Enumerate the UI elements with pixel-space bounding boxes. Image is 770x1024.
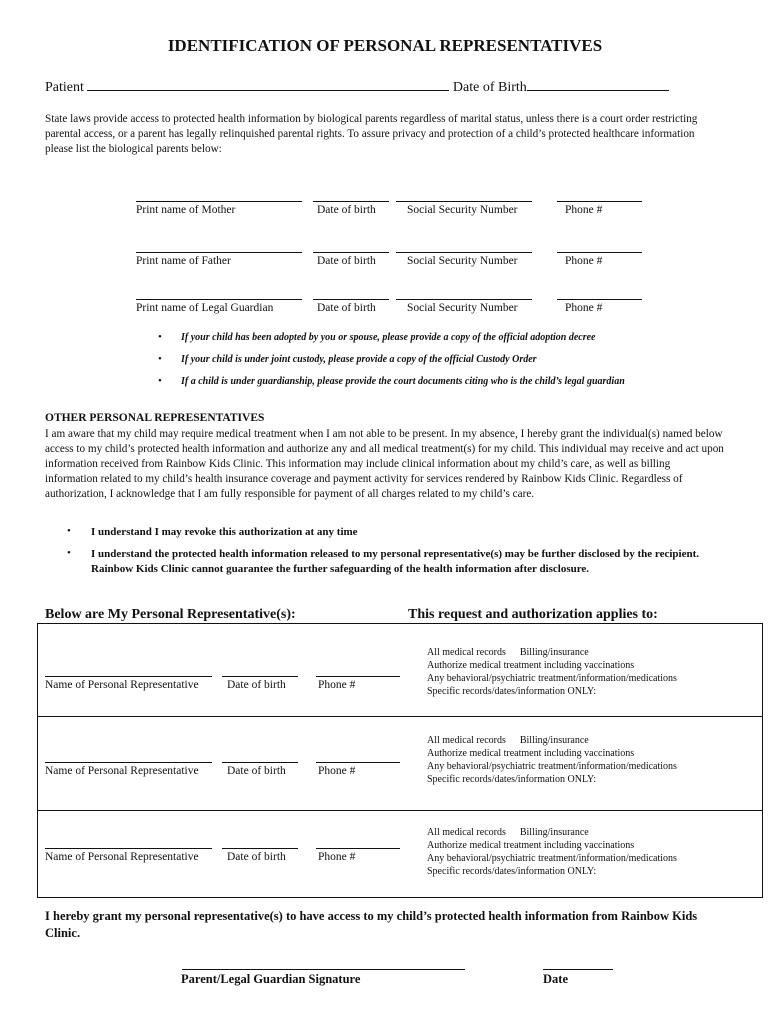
bullet-icon: • (158, 331, 162, 343)
father-dob-label: Date of birth (317, 255, 376, 267)
grant-statement: I hereby grant my personal representative(s) to have access to my child’s protected health information from Rainbow Kids Clinic. (45, 909, 698, 940)
mother-phone-label: Phone # (565, 204, 603, 216)
rep3-name-field[interactable] (45, 848, 212, 849)
mother-name-label: Print name of Mother (136, 204, 236, 216)
father-name-label: Print name of Father (136, 255, 231, 267)
rep3-dob-field[interactable] (222, 848, 298, 849)
row-divider (37, 810, 763, 811)
option-billing[interactable]: Billing/insurance (519, 827, 589, 838)
guardian-ssn-field[interactable] (396, 299, 532, 300)
option-specific[interactable]: Specific records/dates/information ONLY: (427, 686, 597, 697)
rep2-name-label: Name of Personal Representative (45, 765, 199, 777)
rep1-dob-label: Date of birth (227, 679, 286, 691)
note-adoption: If your child has been adopted by you or spouse, please provide a copy of the official adoption decree (181, 332, 596, 343)
option-billing[interactable]: Billing/insurance (519, 735, 589, 746)
option-billing[interactable]: Billing/insurance (519, 647, 589, 658)
rep1-phone-label: Phone # (318, 679, 356, 691)
option-behavioral[interactable]: Any behavioral/psychiatric treatment/information/medications (427, 673, 677, 684)
signature-label: Parent/Legal Guardian Signature (181, 972, 361, 986)
option-treatment[interactable]: Authorize medical treatment including vaccinations (427, 660, 635, 671)
guardian-name-field[interactable] (136, 299, 302, 300)
father-phone-label: Phone # (565, 255, 603, 267)
patient-row (45, 77, 669, 96)
signature-field[interactable] (182, 969, 465, 970)
bullet-icon: • (67, 547, 71, 559)
rep3-options (427, 826, 677, 878)
guardian-phone-label: Phone # (565, 302, 603, 314)
applies-heading: This request and authorization applies to: (408, 607, 658, 622)
option-treatment[interactable]: Authorize medical treatment including vaccinations (427, 840, 635, 851)
bullet-icon: • (67, 525, 71, 537)
page-title: IDENTIFICATION OF PERSONAL REPRESENTATIVES (167, 36, 603, 55)
father-name-field[interactable] (136, 252, 302, 253)
patient-label: Patient (45, 80, 84, 95)
rep1-phone-field[interactable] (316, 676, 400, 677)
mother-phone-field[interactable] (557, 201, 642, 202)
guardian-name-label: Print name of Legal Guardian (136, 302, 274, 314)
signature-date-label: Date (543, 972, 568, 986)
intro-paragraph: State laws provide access to protected health information by biological parents regardless of marital status, unless there is a court order restricting parental access, or a parent has legally relinquished parental rights. To assure privacy and protection of a child’s protected healthcare information please list the biological parents below: (45, 113, 698, 155)
option-all-records[interactable]: All medical records (427, 735, 506, 746)
father-phone-field[interactable] (557, 252, 642, 253)
note-custody: If your child is under joint custody, please provide a copy of the official Custody Order (181, 354, 537, 365)
rep2-phone-label: Phone # (318, 765, 356, 777)
guardian-phone-field[interactable] (557, 299, 642, 300)
other-representatives-paragraph: I am aware that my child may require medical treatment when I am not able to be present. In my absence, I hereby grant the individual(s) named below access to my child’s protected health information and authorize any and all medical treatment(s) for my child. This individual may receive and act upon information received from Rainbow Kids Clinic. This information may include clinical information about my child’s care, as well as billing information related to my child’s health insurance coverage and payment activity for services rendered by Rainbow Kids Clinic. Regardless of authorization, I acknowledge that I am fully responsible for payment of all charges related to my child’s care. (45, 428, 724, 500)
rep3-phone-label: Phone # (318, 851, 356, 863)
rep1-name-label: Name of Personal Representative (45, 679, 199, 691)
ack-disclosure: I understand the protected health information released to my personal representative(s) may be further disclosed by the recipient. Rainbow Kids Clinic cannot guarantee the further safeguarding of the health information after disclosure. (91, 548, 700, 575)
rep2-dob-field[interactable] (222, 762, 298, 763)
rep1-options (427, 646, 677, 698)
option-treatment[interactable]: Authorize medical treatment including vaccinations (427, 748, 635, 759)
patient-field[interactable] (87, 77, 449, 91)
bullet-icon: • (158, 353, 162, 365)
rep1-dob-field[interactable] (222, 676, 298, 677)
dob-label: Date of Birth (452, 80, 527, 95)
guardian-dob-label: Date of birth (317, 302, 376, 314)
father-dob-field[interactable] (313, 252, 389, 253)
rep1-name-field[interactable] (45, 676, 212, 677)
rep2-name-field[interactable] (45, 762, 212, 763)
guardian-ssn-label: Social Security Number (407, 302, 518, 314)
mother-ssn-label: Social Security Number (407, 204, 518, 216)
rep3-dob-label: Date of birth (227, 851, 286, 863)
dob-field[interactable] (527, 77, 669, 91)
option-behavioral[interactable]: Any behavioral/psychiatric treatment/information/medications (427, 761, 677, 772)
option-behavioral[interactable]: Any behavioral/psychiatric treatment/information/medications (427, 853, 677, 864)
note-guardianship: If a child is under guardianship, please provide the court documents citing who is the child’s legal guardian (181, 376, 625, 387)
father-ssn-label: Social Security Number (407, 255, 518, 267)
mother-dob-label: Date of birth (317, 204, 376, 216)
other-representatives-heading: OTHER PERSONAL REPRESENTATIVES (45, 412, 265, 424)
option-specific[interactable]: Specific records/dates/information ONLY: (427, 774, 597, 785)
signature-date-field[interactable] (543, 969, 613, 970)
option-all-records[interactable]: All medical records (427, 827, 506, 838)
representatives-heading: Below are My Personal Representative(s): (45, 607, 296, 622)
mother-dob-field[interactable] (313, 201, 389, 202)
rep3-phone-field[interactable] (316, 848, 400, 849)
guardian-dob-field[interactable] (313, 299, 389, 300)
rep2-phone-field[interactable] (316, 762, 400, 763)
rep2-dob-label: Date of birth (227, 765, 286, 777)
rep2-options (427, 734, 677, 786)
rep3-name-label: Name of Personal Representative (45, 851, 199, 863)
option-all-records[interactable]: All medical records (427, 647, 506, 658)
mother-name-field[interactable] (136, 201, 302, 202)
ack-revoke: I understand I may revoke this authorization at any time (91, 526, 358, 538)
bullet-icon: • (158, 375, 162, 387)
row-divider (37, 716, 763, 717)
father-ssn-field[interactable] (396, 252, 532, 253)
option-specific[interactable]: Specific records/dates/information ONLY: (427, 866, 597, 877)
mother-ssn-field[interactable] (396, 201, 532, 202)
